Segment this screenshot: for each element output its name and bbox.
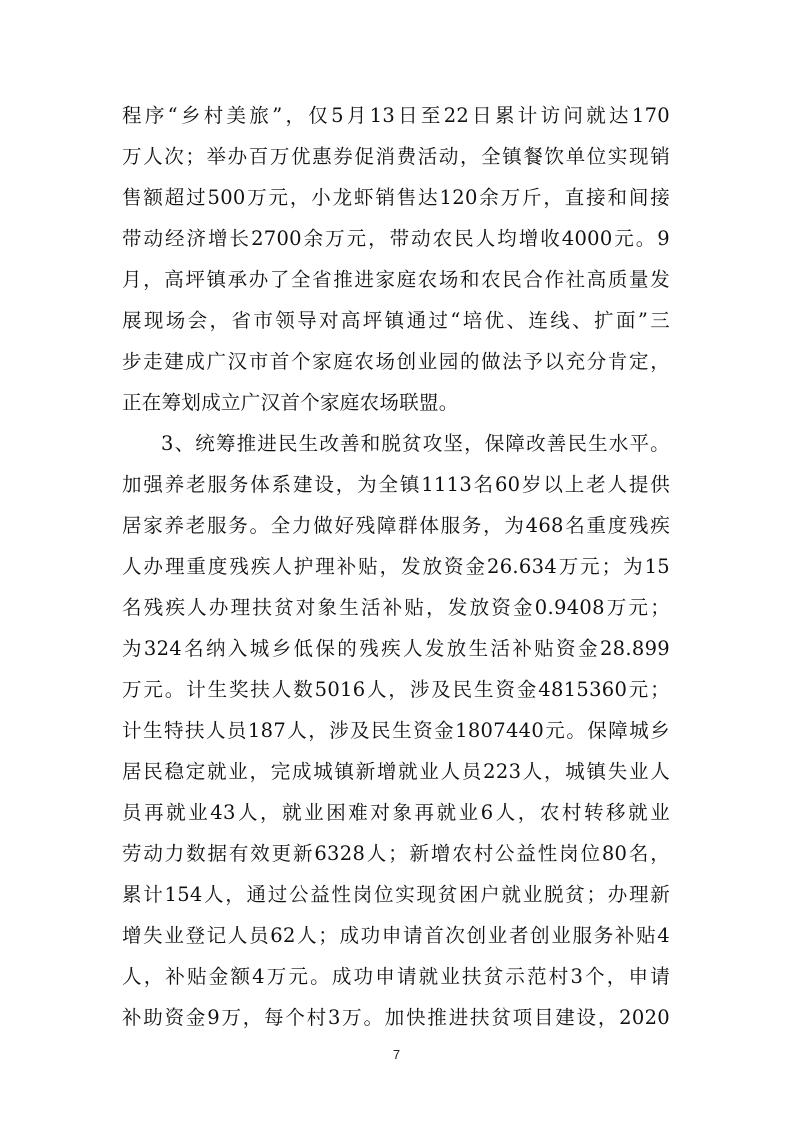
text-line: 居家养老服务。全力做好残障群体服务，为468名重度残疾	[122, 514, 670, 537]
text-line: 补助资金9万，每个村3万。加快推进扶贫项目建设，2020	[122, 1006, 670, 1029]
text-line: 员再就业43人，就业困难对象再就业6人，农村转移就业	[122, 801, 670, 824]
section-heading: 3、统筹推进民生改善和脱贫攻坚，保障改善民生水平。	[161, 432, 670, 455]
text-line: 万人次；举办百万优惠券促消费活动，全镇餐饮单位实现销	[122, 145, 670, 168]
text-line: 增失业登记人员62人；成功申请首次创业者创业服务补贴4	[122, 924, 670, 947]
text-line: 正在筹划成立广汉首个家庭农场联盟。	[122, 391, 459, 414]
text-line: 计生特扶人员187人，涉及民生资金1807440元。保障城乡	[122, 719, 670, 742]
text-line: 售额超过500万元，小龙虾销售达120余万斤，直接和间接	[122, 186, 670, 209]
text-line: 居民稳定就业，完成城镇新增就业人员223人，城镇失业人	[122, 760, 670, 783]
text-line: 步走建成广汉市首个家庭农场创业园的做法予以充分肯定，	[122, 350, 670, 373]
text-line: 为324名纳入城乡低保的残疾人发放生活补贴资金28.899	[122, 637, 670, 660]
text-line: 万元。计生奖扶人数5016人，涉及民生资金4815360元；	[122, 678, 670, 701]
text-line: 劳动力数据有效更新6328人；新增农村公益性岗位80名，	[122, 842, 670, 865]
text-line: 展现场会，省市领导对高坪镇通过“培优、连线、扩面”三	[122, 309, 670, 332]
text-line: 人办理重度残疾人护理补贴，发放资金26.634万元；为15	[122, 555, 670, 578]
text-line: 带动经济增长2700余万元，带动农民人均增收4000元。9	[122, 227, 670, 250]
text-line: 累计154人，通过公益性岗位实现贫困户就业脱贫；办理新	[122, 883, 670, 906]
text-line: 月，高坪镇承办了全省推进家庭农场和农民合作社高质量发	[122, 268, 670, 291]
text-line: 名残疾人办理扶贫对象生活补贴，发放资金0.9408万元；	[122, 596, 670, 619]
page-number: 7	[392, 1047, 401, 1062]
text-line: 加强养老服务体系建设，为全镇1113名60岁以上老人提供	[122, 473, 670, 496]
text-line: 程序“乡村美旅”，仅5月13日至22日累计访问就达170	[122, 104, 670, 127]
text-line: 人，补贴金额4万元。成功申请就业扶贫示范村3个，申请	[122, 965, 670, 988]
